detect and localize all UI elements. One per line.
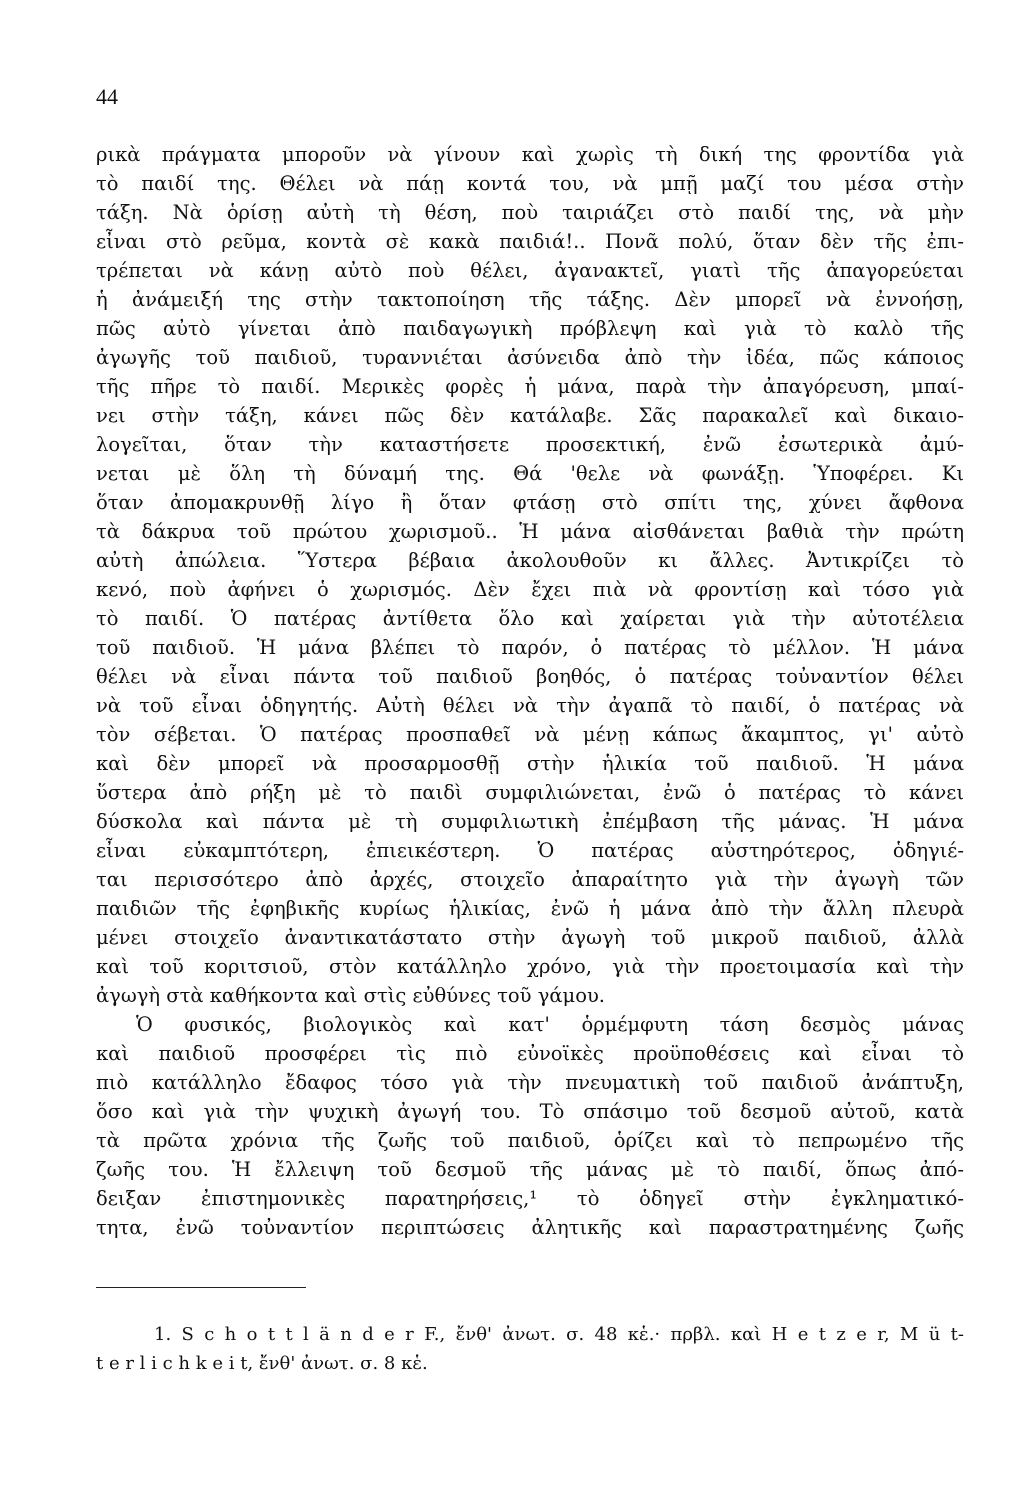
text-line: τὸ παιδί. Ὁ πατέρας ἀντίθετα ὅλο καὶ χαίρεται γιὰ τὴν αὐτοτέλεια xyxy=(96,607,964,630)
text-line: εἶναι στὸ ρεῦμα, κοντὰ σὲ κακὰ παιδιά!.. Πονᾶ πολύ, ὅταν δὲν τῆς ἐπι- xyxy=(96,230,964,253)
body-text xyxy=(96,140,964,1242)
text-line: πιὸ κατάλληλο ἔδαφος τόσο γιὰ τὴν πνευματικὴ τοῦ παιδιοῦ ἀνάπτυξη, xyxy=(96,1071,964,1094)
text-line: δύσκολα καὶ πάντα μὲ τὴ συμφιλιωτικὴ ἐπέμβαση τῆς μάνας. Ἡ μάνα xyxy=(96,810,964,833)
text-line: τητα, ἐνῶ τοὐναντίον περιπτώσεις ἀλητικῆς καὶ παραστρατημένης ζωῆς xyxy=(96,1216,964,1239)
text-line: ὕστερα ἀπὸ ρήξη μὲ τὸ παιδὶ συμφιλιώνεται, ἐνῶ ὁ πατέρας τὸ κάνει xyxy=(96,781,964,804)
text-line: τὸν σέβεται. Ὁ πατέρας προσπαθεῖ νὰ μένῃ κάπως ἄκαμπτος, γι' αὐτὸ xyxy=(96,723,964,746)
text-line: νεται μὲ ὅλη τὴ δύναμή της. Θά 'θελε νὰ φωνάξῃ. Ὑποφέρει. Κι xyxy=(96,462,964,485)
text-line: καὶ παιδιοῦ προσφέρει τὶς πιὸ εὐνοϊκὲς προϋποθέσεις καὶ εἶναι τὸ xyxy=(96,1042,964,1065)
text-line: νει στὴν τάξη, κάνει πῶς δὲν κατάλαβε. Σᾶς παρακαλεῖ καὶ δικαιο- xyxy=(96,404,964,427)
text-line: Ὁ φυσικός, βιολογικὸς καὶ κατ' ὁρμέμφυτη τάση δεσμὸς μάνας xyxy=(136,1013,964,1036)
text-line: κενό, ποὺ ἀφήνει ὁ χωρισμός. Δὲν ἔχει πιὰ νὰ φροντίσῃ καὶ τόσο γιὰ xyxy=(96,578,964,601)
text-line: ἡ ἀνάμειξή της στὴν τακτοποίηση τῆς τάξης. Δὲν μπορεῖ νὰ ἐννοήσῃ, xyxy=(96,288,964,311)
page-number: 44 xyxy=(96,84,118,109)
text-line: καὶ τοῦ κοριτσιοῦ, στὸν κατάλληλο χρόνο, γιὰ τὴν προετοιμασία καὶ τὴν xyxy=(96,955,964,978)
text-line: τὸ παιδί της. Θέλει νὰ πάῃ κοντά του, νὰ μπῇ μαζί του μέσα στὴν xyxy=(96,172,964,195)
footnote-divider xyxy=(96,1287,306,1288)
text-line: ζωῆς του. Ἡ ἔλλειψη τοῦ δεσμοῦ τῆς μάνας μὲ τὸ παιδί, ὅπως ἀπό- xyxy=(96,1158,964,1181)
text-line: νὰ τοῦ εἶναι ὁδηγητής. Αὐτὴ θέλει νὰ τὴν ἀγαπᾶ τὸ παιδί, ὁ πατέρας νὰ xyxy=(96,694,964,717)
text-line: τοῦ παιδιοῦ. Ἡ μάνα βλέπει τὸ παρόν, ὁ πατέρας τὸ μέλλον. Ἡ μάνα xyxy=(96,636,964,659)
footnote-line: t e r l i c h k e i t, ἔνθ' ἀνωτ. σ. 8 κἑ. xyxy=(96,1353,428,1374)
text-line: θέλει νὰ εἶναι πάντα τοῦ παιδιοῦ βοηθός, ὁ πατέρας τοὐναντίον θέλει xyxy=(96,665,964,688)
footnote xyxy=(96,1320,964,1378)
text-line: λογεῖται, ὅταν τὴν καταστήσετε προσεκτική, ἐνῶ ἐσωτερικὰ ἀμύ- xyxy=(96,433,964,456)
text-line: τρέπεται νὰ κάνῃ αὐτὸ ποὺ θέλει, ἀγανακτεῖ, γιατὶ τῆς ἀπαγορεύεται xyxy=(96,259,964,282)
text-line: τὰ πρῶτα χρόνια τῆς ζωῆς τοῦ παιδιοῦ, ὁρίζει καὶ τὸ πεπρωμένο τῆς xyxy=(96,1129,964,1152)
text-line: παιδιῶν τῆς ἐφηβικῆς κυρίως ἡλικίας, ἐνῶ ἡ μάνα ἀπὸ τὴν ἄλλη πλευρὰ xyxy=(96,897,964,920)
text-line: ται περισσότερο ἀπὸ ἀρχές, στοιχεῖο ἀπαραίτητο γιὰ τὴν ἀγωγὴ τῶν xyxy=(96,868,964,891)
text-line: ἀγωγὴ στὰ καθήκοντα καὶ στὶς εὐθύνες τοῦ γάμου. xyxy=(96,984,605,1007)
text-line: τάξη. Νὰ ὁρίσῃ αὐτὴ τὴ θέση, ποὺ ταιριάζει στὸ παιδί της, νὰ μὴν xyxy=(96,201,964,224)
text-line: αὐτὴ ἀπώλεια. Ὕστερα βέβαια ἀκολουθοῦν κι ἄλλες. Ἀντικρίζει τὸ xyxy=(96,549,964,572)
text-line: εἶναι εὐκαμπτότερη, ἐπιεικέστερη. Ὁ πατέρας αὐστηρότερος, ὁδηγιέ- xyxy=(96,839,964,862)
text-line: ὅσο καὶ γιὰ τὴν ψυχικὴ ἀγωγή του. Τὸ σπάσιμο τοῦ δεσμοῦ αὐτοῦ, κατὰ xyxy=(96,1100,964,1123)
text-line: μένει στοιχεῖο ἀναντικατάστατο στὴν ἀγωγὴ τοῦ μικροῦ παιδιοῦ, ἀλλὰ xyxy=(96,926,964,949)
text-line: πῶς αὐτὸ γίνεται ἀπὸ παιδαγωγικὴ πρόβλεψη καὶ γιὰ τὸ καλὸ τῆς xyxy=(96,317,964,340)
text-line: δειξαν ἐπιστημονικὲς παρατηρήσεις,¹ τὸ ὁδηγεῖ στὴν ἐγκληματικό- xyxy=(96,1187,964,1210)
footnote-line: 1. S c h o t t l ä n d e r F., ἔνθ' ἀνωτ. σ. 48 κἑ.· πρβλ. καὶ H e t z e r, M ü t- xyxy=(154,1324,964,1345)
text-line: ὅταν ἀπομακρυνθῇ λίγο ἢ ὅταν φτάσῃ στὸ σπίτι της, χύνει ἄφθονα xyxy=(96,491,964,514)
text-line: τῆς πῆρε τὸ παιδί. Μερικὲς φορὲς ἡ μάνα, παρὰ τὴν ἀπαγόρευση, μπαί- xyxy=(96,375,964,398)
text-line: τὰ δάκρυα τοῦ πρώτου χωρισμοῦ.. Ἡ μάνα αἰσθάνεται βαθιὰ τὴν πρώτη xyxy=(96,520,964,543)
text-line: καὶ δὲν μπορεῖ νὰ προσαρμοσθῇ στὴν ἡλικία τοῦ παιδιοῦ. Ἡ μάνα xyxy=(96,752,964,775)
text-line: ρικὰ πράγματα μποροῦν νὰ γίνουν καὶ χωρὶς τὴ δική της φροντίδα γιὰ xyxy=(96,143,964,166)
text-line: ἀγωγῆς τοῦ παιδιοῦ, τυραννιέται ἀσύνειδα ἀπὸ τὴν ἰδέα, πῶς κάποιος xyxy=(96,346,964,369)
